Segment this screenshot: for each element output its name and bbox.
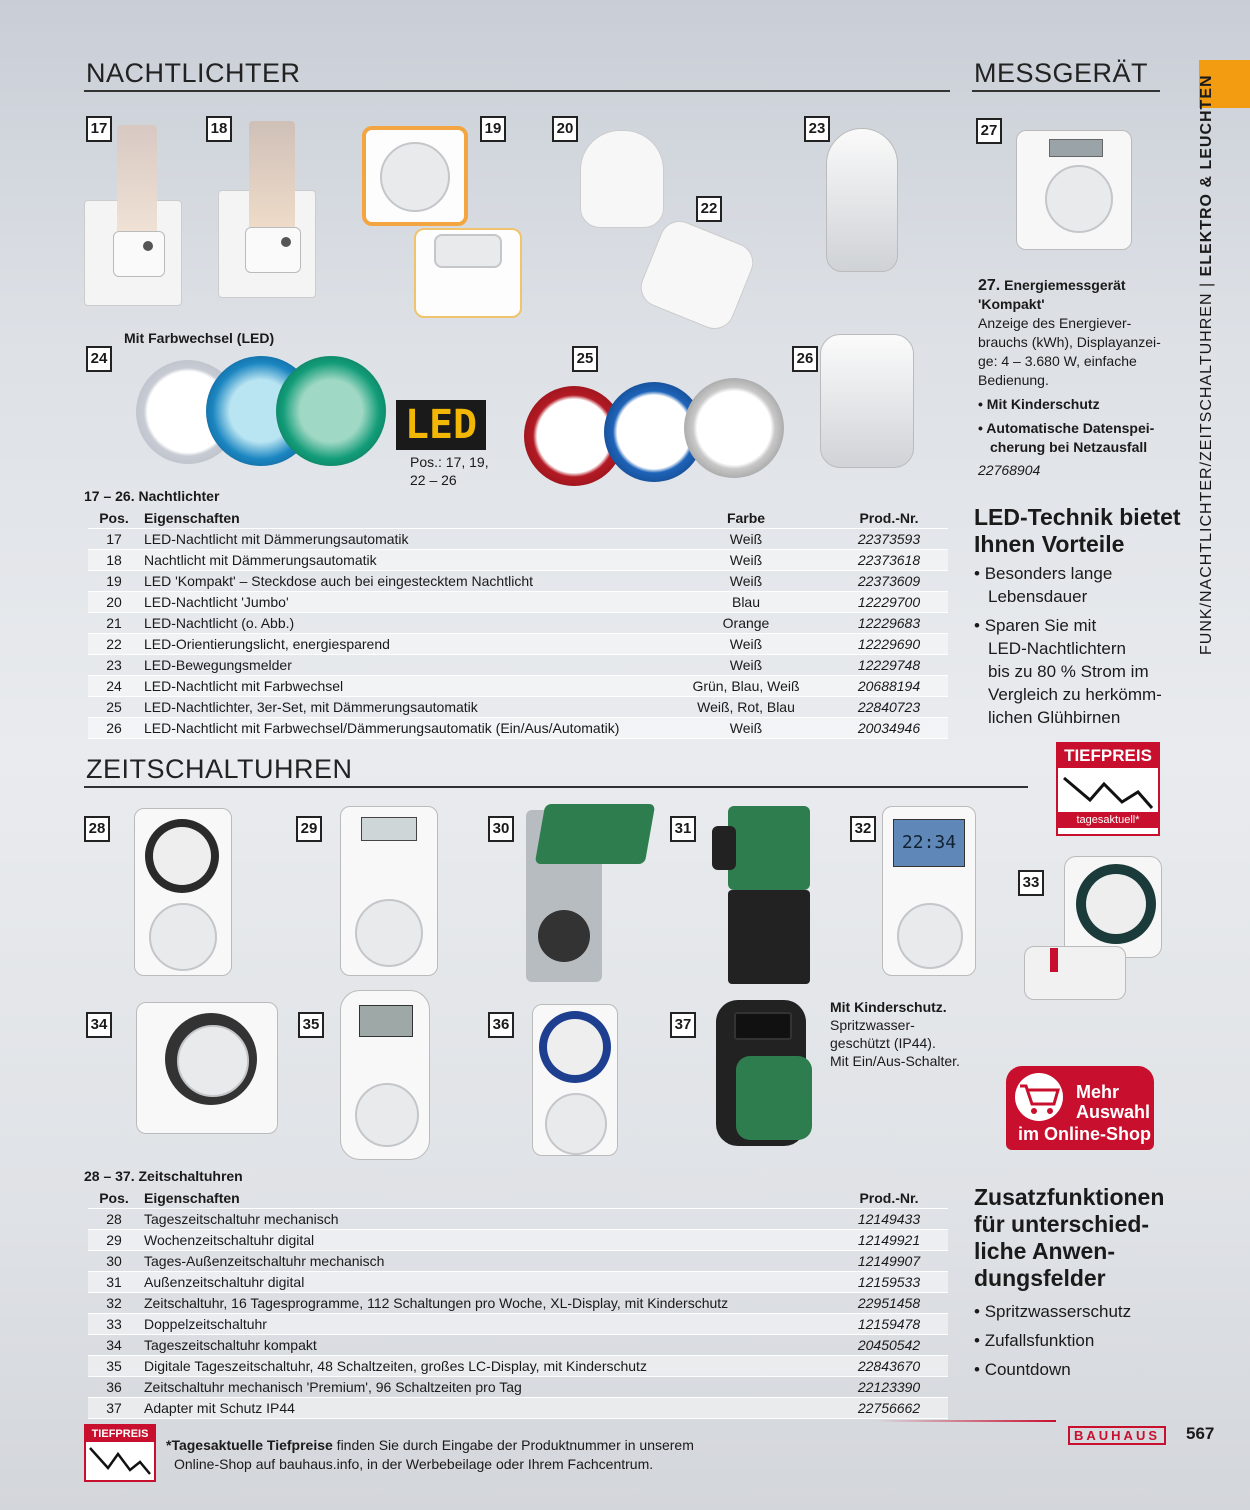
position-badge: 22	[696, 196, 722, 222]
cell-prodnr: 12229748	[830, 655, 948, 676]
cell-prodnr: 22843670	[830, 1356, 948, 1377]
kinderschutz-1: Mit Kinderschutz.	[830, 999, 947, 1015]
messgeraet-bullet-2a: Automatische Datenspei-	[986, 420, 1155, 436]
cell-pos: 26	[88, 718, 140, 739]
online-shop-line1: Mehr	[1076, 1082, 1120, 1102]
position-badge: 17	[86, 116, 112, 142]
cell-farbe: Blau	[662, 592, 830, 613]
table-row	[88, 529, 948, 550]
cell-prodnr: 12149433	[830, 1209, 948, 1230]
table-row	[88, 718, 948, 739]
cell-pos: 17	[88, 529, 140, 550]
cell-prodnr: 12159533	[830, 1272, 948, 1293]
product-image-19	[362, 126, 468, 226]
vorteil-1b: Lebensdauer	[988, 587, 1088, 606]
cell-pos: 24	[88, 676, 140, 697]
product-image-25	[524, 378, 784, 488]
table-row	[88, 1314, 948, 1335]
bauhaus-logo: BAUHAUS	[1068, 1426, 1166, 1445]
cell-eigenschaften: LED-Nachtlichter, 3er-Set, mit Dämmerungsautomatik	[140, 697, 662, 718]
cell-prodnr: 20688194	[830, 676, 948, 697]
messgeraet-desc-4: Bedienung.	[978, 372, 1049, 388]
section-rule	[84, 786, 1028, 788]
shopping-cart-icon	[1010, 1072, 1068, 1122]
footer-tiefpreis-badge	[84, 1424, 156, 1482]
position-badge: 24	[86, 346, 112, 372]
led-vorteile: LED-Technik bietet Ihnen Vorteile • Besonders lange Lebensdauer • Sparen Sie mit LED-Nachtlichtern bis zu 80 % Strom im Vergleich zu herkömm- lichen Glühbirnen	[974, 504, 1190, 729]
callout-farbwechsel: Mit Farbwechsel (LED)	[124, 330, 275, 346]
table-row	[88, 1293, 948, 1314]
position-badge: 20	[552, 116, 578, 142]
cell-farbe: Weiß	[662, 718, 830, 739]
cell-eigenschaften: LED-Nachtlicht (o. Abb.)	[140, 613, 662, 634]
tiefpreis-badge	[1056, 742, 1160, 836]
cell-farbe: Grün, Blau, Weiß	[662, 676, 830, 697]
kinderschutz-2: Spritzwasser-	[830, 1017, 915, 1033]
table-row	[88, 697, 948, 718]
cell-eigenschaften: LED-Bewegungsmelder	[140, 655, 662, 676]
table-row	[88, 1356, 948, 1377]
cell-prodnr: 22123390	[830, 1377, 948, 1398]
table-row	[88, 571, 948, 592]
col-eigenschaften: Eigenschaften	[140, 1188, 830, 1209]
cell-pos: 22	[88, 634, 140, 655]
cell-prodnr: 12229690	[830, 634, 948, 655]
position-badge: 33	[1018, 870, 1044, 896]
position-badge: 37	[670, 1012, 696, 1038]
col-pos: Pos.	[88, 508, 140, 529]
product-image-30	[526, 810, 602, 982]
vorteil-1a: Besonders lange	[984, 564, 1113, 583]
cell-farbe: Orange	[662, 613, 830, 634]
product-image-33	[1024, 856, 1150, 1006]
position-badge: 34	[86, 1012, 112, 1038]
col-prodnr: Prod.-Nr.	[830, 1188, 948, 1209]
table-row	[88, 1377, 948, 1398]
cell-prodnr: 12229700	[830, 592, 948, 613]
cell-eigenschaften: Nachtlicht mit Dämmerungsautomatik	[140, 550, 662, 571]
cell-eigenschaften: Tageszeitschaltuhr kompakt	[140, 1335, 830, 1356]
price-drop-icon	[1060, 770, 1156, 810]
cell-farbe: Weiß	[662, 550, 830, 571]
online-shop-line2: Auswahl	[1076, 1102, 1151, 1122]
cell-farbe: Weiß, Rot, Blau	[662, 697, 830, 718]
cell-eigenschaften: LED-Nachtlicht 'Jumbo'	[140, 592, 662, 613]
tiefpreis-badge-title: TIEFPREIS	[1058, 744, 1158, 768]
cell-eigenschaften: Zeitschaltuhr mechanisch 'Premium', 96 Schaltzeiten pro Tag	[140, 1377, 830, 1398]
messgeraet-prodnr: 22768904	[978, 462, 1041, 478]
vorteil-2e: lichen Glühbirnen	[988, 708, 1121, 727]
position-badge: 18	[206, 116, 232, 142]
cell-pos: 31	[88, 1272, 140, 1293]
messgeraet-title-num: 27.	[978, 277, 1001, 294]
cell-prodnr: 22756662	[830, 1398, 948, 1419]
footer-note	[166, 1436, 694, 1474]
col-prodnr: Prod.-Nr.	[830, 508, 948, 529]
product-image-35	[340, 990, 430, 1160]
position-badge: 31	[670, 816, 696, 842]
table-row	[88, 1272, 948, 1293]
col-eigenschaften: Eigenschaften	[140, 508, 662, 529]
table-row	[88, 1230, 948, 1251]
cell-eigenschaften: Außenzeitschaltuhr digital	[140, 1272, 830, 1293]
table-row	[88, 550, 948, 571]
cell-eigenschaften: LED-Orientierungslicht, energiesparend	[140, 634, 662, 655]
section-title-nachtlichter: NACHTLICHTER	[86, 58, 301, 88]
cell-eigenschaften: Tageszeitschaltuhr mechanisch	[140, 1209, 830, 1230]
vorteil-2b: LED-Nachtlichtern	[988, 639, 1126, 658]
zeitschaltuhren-table-caption: 28 – 37. Zeitschaltuhren	[84, 1168, 243, 1184]
product-image-19b	[414, 228, 522, 318]
table-row	[88, 1251, 948, 1272]
table-row	[88, 592, 948, 613]
cell-prodnr: 22373593	[830, 529, 948, 550]
cell-prodnr: 20034946	[830, 718, 948, 739]
position-badge: 36	[488, 1012, 514, 1038]
product-image-17	[84, 200, 182, 306]
cell-eigenschaften: LED-Nachtlicht mit Farbwechsel/Dämmerungsautomatik (Ein/Aus/Automatik)	[140, 718, 662, 739]
cell-eigenschaften: Zeitschaltuhr, 16 Tagesprogramme, 112 Schaltungen pro Woche, XL-Display, mit Kinderschutz	[140, 1293, 830, 1314]
table-row	[88, 1209, 948, 1230]
cell-prodnr: 12149921	[830, 1230, 948, 1251]
product-image-27	[1016, 130, 1132, 250]
cell-prodnr: 22373618	[830, 550, 948, 571]
nachtlichter-table-caption: 17 – 26. Nachtlichter	[84, 488, 220, 504]
cell-farbe: Weiß	[662, 529, 830, 550]
product-image-28	[134, 808, 232, 976]
kinderschutz-4: Mit Ein/Aus-Schalter.	[830, 1053, 960, 1069]
table-header-row	[88, 508, 948, 529]
online-shop-button[interactable]	[1006, 1066, 1154, 1150]
position-badge: 27	[976, 118, 1002, 144]
table-row	[88, 676, 948, 697]
col-pos: Pos.	[88, 1188, 140, 1209]
table-header-row	[88, 1188, 948, 1209]
table-row	[88, 1398, 948, 1419]
led-vorteile-heading-2: Ihnen Vorteile	[974, 531, 1125, 557]
section-rule	[972, 90, 1160, 92]
side-category: ELEKTRO & LEUCHTEN	[1198, 74, 1215, 277]
position-badge: 29	[296, 816, 322, 842]
messgeraet-desc-3: ge: 4 – 3.680 W, einfache	[978, 353, 1137, 369]
side-category-label	[1198, 74, 1216, 655]
zusatz-b3: Countdown	[984, 1360, 1071, 1379]
table-row	[88, 634, 948, 655]
cell-pos: 32	[88, 1293, 140, 1314]
cell-pos: 37	[88, 1398, 140, 1419]
cell-pos: 19	[88, 571, 140, 592]
product-image-18	[218, 190, 316, 298]
cell-eigenschaften: LED 'Kompakt' – Steckdose auch bei eingestecktem Nachtlicht	[140, 571, 662, 592]
cell-prodnr: 12149907	[830, 1251, 948, 1272]
side-subcategory: FUNK/NACHTLICHTER/ZEITSCHALTUHREN |	[1198, 281, 1215, 655]
cell-pos: 20	[88, 592, 140, 613]
cell-prodnr: 22373609	[830, 571, 948, 592]
cell-pos: 35	[88, 1356, 140, 1377]
led-positions-2: 22 – 26	[410, 472, 457, 488]
online-shop-line3: im Online-Shop	[1018, 1124, 1151, 1144]
table-row	[88, 655, 948, 676]
vorteil-2d: Vergleich zu herkömm-	[988, 685, 1162, 704]
cell-pos: 25	[88, 697, 140, 718]
product-image-26	[820, 334, 914, 468]
cell-prodnr: 12159478	[830, 1314, 948, 1335]
table-row	[88, 613, 948, 634]
cell-eigenschaften: LED-Nachtlicht mit Farbwechsel	[140, 676, 662, 697]
zusatz-heading-3: liche Anwen-	[974, 1238, 1115, 1264]
table-row	[88, 1335, 948, 1356]
footer-tiefpreis-title: TIEFPREIS	[86, 1426, 154, 1442]
section-rule	[84, 90, 950, 92]
zusatzfunktionen: Zusatzfunktionen für unterschied- liche Anwen- dungsfelder • Spritzwasserschutz • Zufallsfunktion • Countdown	[974, 1184, 1186, 1381]
kinderschutz-3: geschützt (IP44).	[830, 1035, 936, 1051]
cell-eigenschaften: LED-Nachtlicht mit Dämmerungsautomatik	[140, 529, 662, 550]
product-image-20	[580, 130, 664, 228]
product-image-22	[635, 215, 760, 335]
vorteil-2a: Sparen Sie mit	[984, 616, 1097, 635]
section-title-messgeraet: MESSGERÄT	[974, 58, 1149, 88]
footer-note-1: finden Sie durch Eingabe der Produktnummer in unserem	[332, 1437, 694, 1453]
position-badge: 35	[298, 1012, 324, 1038]
cell-eigenschaften: Doppelzeitschaltuhr	[140, 1314, 830, 1335]
messgeraet-info: 27. Energiemessgerät 'Kompakt' Anzeige des Energiever- brauchs (kWh), Displayanzei- ge: 4 – 3.680 W, einfache Bedienung. • Mit Kinderschutz • Automatische Datenspei- cherung bei Netzausfall 22768904	[978, 276, 1188, 480]
product-image-37	[706, 1000, 816, 1146]
product-image-31	[712, 806, 810, 984]
position-badge: 30	[488, 816, 514, 842]
cell-eigenschaften: Tages-Außenzeitschaltuhr mechanisch	[140, 1251, 830, 1272]
zusatz-heading-1: Zusatzfunktionen	[974, 1184, 1165, 1210]
kinderschutz-callout	[830, 998, 960, 1070]
vorteil-2c: bis zu 80 % Strom im	[988, 662, 1149, 681]
cell-pos: 30	[88, 1251, 140, 1272]
cell-pos: 28	[88, 1209, 140, 1230]
cell-pos: 29	[88, 1230, 140, 1251]
messgeraet-bullet-2b: cherung bei Netzausfall	[990, 439, 1148, 455]
cell-pos: 21	[88, 613, 140, 634]
position-badge: 25	[572, 346, 598, 372]
zusatz-b2: Zufallsfunktion	[984, 1331, 1095, 1350]
product-image-32	[882, 806, 976, 976]
zusatz-heading-4: dungsfelder	[974, 1265, 1106, 1291]
footer-note-bold: *Tagesaktuelle Tiefpreise	[166, 1437, 333, 1453]
nachtlichter-table	[88, 508, 948, 739]
zusatz-heading-2: für unterschied-	[974, 1211, 1150, 1237]
cell-prodnr: 22951458	[830, 1293, 948, 1314]
led-logo-text: LED	[404, 402, 478, 448]
page-number: 567	[1186, 1424, 1215, 1443]
position-badge: 23	[804, 116, 830, 142]
cell-prodnr: 20450542	[830, 1335, 948, 1356]
product-image-24	[136, 356, 386, 466]
price-drop-icon	[88, 1442, 152, 1476]
position-badge: 19	[480, 116, 506, 142]
messgeraet-desc-2: brauchs (kWh), Displayanzei-	[978, 334, 1161, 350]
product-image-34	[136, 1002, 278, 1134]
product-image-29	[340, 806, 438, 976]
product-image-36	[532, 1004, 618, 1156]
cell-eigenschaften: Wochenzeitschaltuhr digital	[140, 1230, 830, 1251]
display-readout: 22:34	[901, 832, 957, 853]
messgeraet-title-2: 'Kompakt'	[978, 296, 1045, 312]
zeitschaltuhren-table	[88, 1188, 948, 1419]
cell-pos: 23	[88, 655, 140, 676]
position-badge: 26	[792, 346, 818, 372]
footer-rule	[876, 1420, 1056, 1422]
col-farbe: Farbe	[662, 508, 830, 529]
cell-prodnr: 12229683	[830, 613, 948, 634]
cell-eigenschaften: Adapter mit Schutz IP44	[140, 1398, 830, 1419]
messgeraet-desc-1: Anzeige des Energiever-	[978, 315, 1132, 331]
cell-eigenschaften: Digitale Tageszeitschaltuhr, 48 Schaltzeiten, großes LC-Display, mit Kinderschutz	[140, 1356, 830, 1377]
cell-farbe: Weiß	[662, 655, 830, 676]
section-title-zeitschaltuhren: ZEITSCHALTUHREN	[86, 754, 353, 784]
messgeraet-title: Energiemessgerät	[1004, 277, 1126, 293]
position-badge: 32	[850, 816, 876, 842]
cell-farbe: Weiß	[662, 571, 830, 592]
cell-farbe: Weiß	[662, 634, 830, 655]
position-badge: 28	[84, 816, 110, 842]
cell-prodnr: 22840723	[830, 697, 948, 718]
footer-note-2: Online-Shop auf bauhaus.info, in der Werbebeilage oder Ihrem Fachcentrum.	[174, 1456, 654, 1472]
cell-pos: 33	[88, 1314, 140, 1335]
zusatz-b1: Spritzwasserschutz	[984, 1302, 1132, 1321]
led-logo	[396, 400, 486, 450]
cell-pos: 18	[88, 550, 140, 571]
led-positions-1: Pos.: 17, 19,	[410, 454, 489, 470]
product-image-23	[826, 128, 898, 272]
tiefpreis-badge-sub: tagesaktuell*	[1058, 812, 1158, 828]
cell-pos: 36	[88, 1377, 140, 1398]
cell-pos: 34	[88, 1335, 140, 1356]
messgeraet-bullet-1: Mit Kinderschutz	[986, 396, 1100, 412]
led-vorteile-heading-1: LED-Technik bietet	[974, 504, 1181, 530]
